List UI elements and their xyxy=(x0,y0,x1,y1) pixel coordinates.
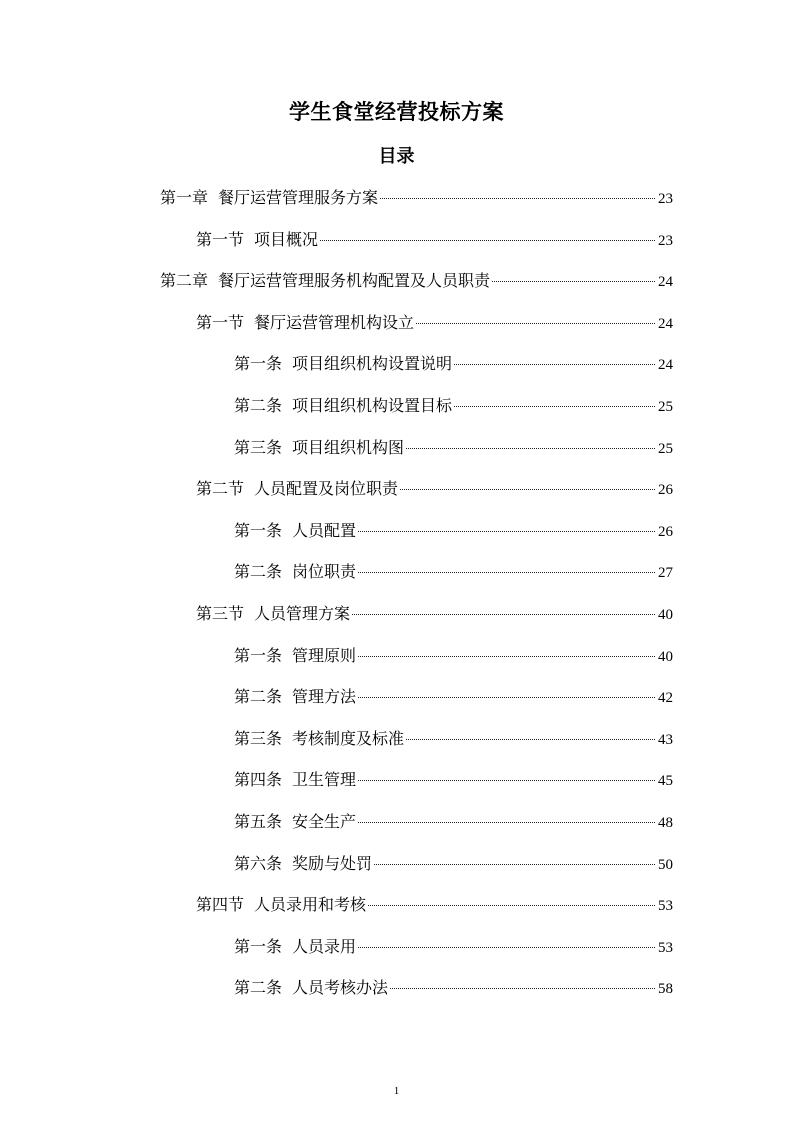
toc-entry[interactable] xyxy=(160,268,673,294)
dot-leader xyxy=(368,905,655,906)
toc-entry-number: 第二条 xyxy=(234,687,283,707)
toc-entry[interactable] xyxy=(234,767,673,793)
toc-entry[interactable] xyxy=(196,892,673,918)
dot-leader xyxy=(358,572,655,573)
toc-entry-page: 50 xyxy=(658,856,673,873)
toc-entry-page: 25 xyxy=(658,440,673,457)
toc-entry-label: 项目组织机构设置说明 xyxy=(292,354,453,374)
toc-entry-number: 第二条 xyxy=(234,396,283,415)
toc-entry-number: 第三条 xyxy=(234,728,283,748)
toc-entry[interactable] xyxy=(234,643,673,669)
dot-leader xyxy=(454,406,655,407)
toc-entry-page: 26 xyxy=(658,482,673,499)
toc-entry-page: 42 xyxy=(658,690,673,707)
toc-entry[interactable] xyxy=(234,393,673,419)
toc-entry-page: 24 xyxy=(658,315,673,332)
toc-entry[interactable] xyxy=(234,518,673,544)
toc-entry-label: 人员考核办法 xyxy=(292,978,389,998)
toc-entry-number: 第四条 xyxy=(234,770,283,790)
dot-leader xyxy=(380,198,655,199)
toc-entry-page: 26 xyxy=(658,523,673,540)
dot-leader xyxy=(400,489,655,490)
toc-entry-page: 23 xyxy=(658,191,673,207)
toc-entry-label: 餐厅运营管理服务机构配置及人员职责 xyxy=(218,271,491,291)
toc-entry-page: 27 xyxy=(658,565,673,582)
toc-entry[interactable] xyxy=(234,934,673,960)
dot-leader xyxy=(374,864,655,865)
toc-entry-number: 第三条 xyxy=(234,437,283,457)
toc-entry-page: 40 xyxy=(658,648,673,665)
toc-entry-label: 考核制度及标准 xyxy=(292,728,405,748)
toc-entry-number: 第二条 xyxy=(234,978,283,998)
toc-entry-page: 53 xyxy=(658,939,673,956)
toc-entry-page: 40 xyxy=(658,607,673,623)
toc-entry-number: 第一条 xyxy=(234,354,283,374)
toc-entry-number: 第四节 xyxy=(196,895,245,915)
toc-entry-label: 人员录用 xyxy=(292,936,357,956)
dot-leader xyxy=(358,947,655,948)
toc-entry[interactable] xyxy=(234,851,673,877)
toc-entry-page: 48 xyxy=(658,815,673,831)
toc-entry-number: 第五条 xyxy=(234,812,283,831)
toc-entry-label: 人员管理方案 xyxy=(254,604,351,623)
dot-leader xyxy=(352,614,655,615)
toc-entry-label: 项目组织机构图 xyxy=(292,437,405,457)
toc-entry-page: 24 xyxy=(658,274,673,291)
toc-entry-page: 43 xyxy=(658,731,673,748)
dot-leader xyxy=(390,988,655,989)
dot-leader xyxy=(358,697,655,698)
toc-entry-number: 第一条 xyxy=(234,645,283,665)
dot-leader xyxy=(320,240,655,241)
toc-entry-number: 第一节 xyxy=(196,312,245,332)
toc-entry[interactable] xyxy=(196,601,673,627)
toc-entry[interactable] xyxy=(234,435,673,461)
dot-leader xyxy=(358,531,655,532)
dot-leader xyxy=(406,448,655,449)
toc-entry-number: 第一节 xyxy=(196,229,245,249)
dot-leader xyxy=(492,281,655,282)
toc-entry[interactable] xyxy=(160,185,673,211)
toc-entry-label: 安全生产 xyxy=(292,812,357,831)
dot-leader xyxy=(358,822,655,823)
toc-entry[interactable] xyxy=(234,809,673,835)
dot-leader xyxy=(358,656,655,657)
toc-entry[interactable] xyxy=(196,227,673,253)
document-title: 学生食堂经营投标方案 xyxy=(289,100,504,124)
toc-entry-label: 岗位职责 xyxy=(292,562,357,582)
toc-entry-page: 45 xyxy=(658,773,673,790)
toc-entry-page: 25 xyxy=(658,399,673,415)
toc-entry[interactable] xyxy=(196,310,673,336)
toc-entry-number: 第二节 xyxy=(196,479,245,499)
toc-entry-page: 53 xyxy=(658,898,673,915)
toc-entry-label: 餐厅运营管理服务方案 xyxy=(218,188,379,207)
toc-entry-label: 卫生管理 xyxy=(292,770,357,790)
toc-entry[interactable] xyxy=(234,559,673,585)
dot-leader xyxy=(454,364,655,365)
toc-entry[interactable] xyxy=(234,684,673,710)
page-number: 1 xyxy=(393,1085,400,1097)
toc-entry-label: 项目概况 xyxy=(254,229,319,249)
dot-leader xyxy=(406,739,655,740)
toc-entry[interactable] xyxy=(196,476,673,502)
toc-entry-number: 第一条 xyxy=(234,936,283,956)
toc-entry-label: 项目组织机构设置目标 xyxy=(292,396,453,415)
toc-entry-label: 人员录用和考核 xyxy=(254,895,367,915)
toc-entry-page: 58 xyxy=(658,981,673,998)
toc-entry-label: 奖励与处罚 xyxy=(292,853,373,873)
toc-entry-label: 人员配置及岗位职责 xyxy=(254,479,399,499)
toc-entry-label: 人员配置 xyxy=(292,520,357,540)
toc-entry[interactable] xyxy=(234,726,673,752)
toc-entry-label: 餐厅运营管理机构设立 xyxy=(254,312,415,332)
toc-entry-number: 第一章 xyxy=(160,188,209,207)
toc-entry-label: 管理方法 xyxy=(292,687,357,707)
dot-leader xyxy=(416,323,655,324)
toc-entry-number: 第二条 xyxy=(234,562,283,582)
toc-entry-number: 第六条 xyxy=(234,853,283,873)
dot-leader xyxy=(358,780,655,781)
toc-entry[interactable] xyxy=(234,975,673,1001)
toc-entry[interactable] xyxy=(234,351,673,377)
toc-entry-label: 管理原则 xyxy=(292,645,357,665)
toc-entry-page: 23 xyxy=(658,232,673,249)
toc-entry-page: 24 xyxy=(658,357,673,374)
toc-entry-number: 第一条 xyxy=(234,520,283,540)
toc-entry-number: 第二章 xyxy=(160,271,209,291)
toc-entry-number: 第三节 xyxy=(196,604,245,623)
toc-heading: 目录 xyxy=(378,146,415,167)
